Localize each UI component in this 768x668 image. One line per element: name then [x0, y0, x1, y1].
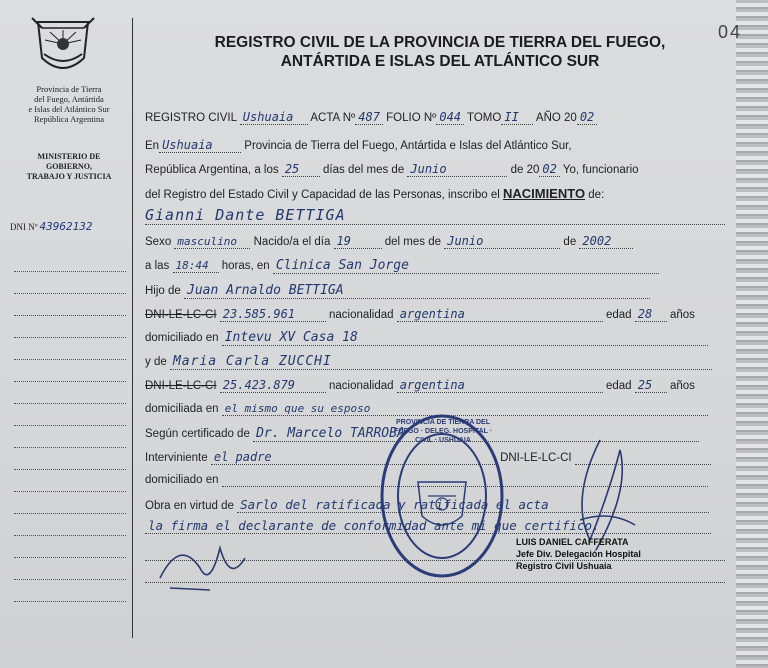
acta-value: 487 — [355, 110, 383, 125]
registro-estado-text: del Registro del Estado Civil y Capacidad de las Personas, inscribo el — [145, 189, 500, 201]
interviniente-label: Interviniente — [145, 452, 208, 464]
folio-label: FOLIO Nº — [386, 112, 437, 124]
row-registro — [145, 110, 597, 125]
ministry-line: MINISTERIO DE — [37, 152, 101, 161]
left-dni-label: DNI Nº — [10, 222, 38, 232]
signature-block — [516, 536, 641, 572]
madre-edad-label: edad — [605, 380, 632, 392]
mes-value: Junio — [407, 162, 507, 177]
sexo-value: masculino — [174, 235, 250, 249]
mes-label: del mes de — [384, 236, 442, 248]
row-madre — [145, 354, 712, 370]
madre-nac-label: nacionalidad — [328, 380, 394, 392]
dias-value: 25 — [282, 162, 320, 177]
domiciliado2-label: domiciliado en — [145, 474, 219, 486]
de-text: de: — [588, 189, 605, 201]
province-caption — [10, 84, 128, 124]
ministry-caption — [10, 152, 128, 182]
horas-en-label: horas, en — [221, 260, 270, 272]
interviniente-value: el padre — [211, 450, 497, 465]
a-las-label: a las — [145, 260, 170, 272]
tomo-value: II — [501, 110, 533, 125]
declarant-signature — [150, 528, 250, 598]
padre-dni-label: DNI-LE-LC-CI — [145, 309, 217, 321]
certificado-label: Según certificado de — [145, 428, 250, 440]
interviniente-dni-label: DNI-LE-LC-CI — [500, 452, 572, 464]
nombre-line — [145, 224, 725, 225]
hijo-label: Hijo de — [145, 285, 181, 297]
padre-value: Juan Arnaldo BETTIGA — [184, 283, 650, 299]
madre-nac: argentina — [397, 378, 603, 393]
left-dotted-rows — [14, 250, 126, 602]
madre-edad: 25 — [635, 378, 667, 393]
y-de-label: y de — [145, 356, 167, 368]
madre-dni: 25.423.879 — [220, 378, 326, 393]
madre-dom-label: domiciliada en — [145, 403, 219, 415]
torn-edge — [736, 0, 768, 668]
de-label: de — [563, 236, 577, 248]
dias-text: días del mes de — [323, 164, 405, 176]
en-value: Ushuaia — [159, 138, 241, 153]
de20-text: de 20 — [510, 164, 540, 176]
republica-text: República Argentina, a los — [145, 164, 279, 176]
nacido-ano: 2002 — [579, 234, 633, 249]
header-line-2: ANTÁRTIDA E ISLAS DEL ATLÁNTICO SUR — [280, 53, 600, 70]
registro-value: Ushuaia — [240, 110, 308, 125]
nombre-value: Gianni Dante BETTIGA — [145, 206, 346, 224]
corner-number: 04 — [717, 22, 742, 42]
hora-value: 18:44 — [173, 259, 219, 273]
ministry-line: TRABAJO Y JUSTICIA — [26, 172, 112, 181]
padre-dom: Intevu XV Casa 18 — [222, 330, 708, 346]
province-line: Provincia de Tierra — [36, 84, 102, 94]
sexo-label: Sexo — [145, 236, 172, 248]
stamp-text: PROVINCIA DE TIERRA DEL FUEGO · DELEG. HOSPITAL · CIVIL · USHUAIA — [393, 419, 493, 444]
registro-label: REGISTRO CIVIL — [145, 112, 237, 124]
row-registro-estado — [145, 186, 604, 201]
margin-divider — [132, 18, 133, 638]
row-hijo — [145, 283, 650, 299]
obra-value: Sarlo del ratificada y ratificada el acta — [237, 497, 709, 513]
province-line: República Argentina — [34, 114, 104, 124]
tomo-label: TOMO — [467, 112, 502, 124]
left-dni — [10, 220, 93, 233]
madre-dom: el mismo que su esposo — [222, 402, 708, 416]
lugar-value: Clinica San Jorge — [273, 258, 659, 274]
nacimiento-heading: NACIMIENTO — [502, 186, 586, 201]
province-text: Provincia de Tierra del Fuego, Antártida e Islas del Atlántico Sur, — [244, 140, 572, 152]
row-hora — [145, 258, 659, 274]
padre-nac-label: nacionalidad — [328, 309, 394, 321]
row-nombre — [145, 206, 346, 224]
left-dni-value: 43962132 — [39, 220, 93, 233]
row-en — [145, 138, 572, 153]
padre-dni: 23.585.961 — [220, 307, 326, 322]
padre-edad: 28 — [635, 307, 667, 322]
padre-edad-label: edad — [605, 309, 632, 321]
province-line: del Fuego, Antártida — [34, 94, 104, 104]
year-value: 02 — [539, 162, 559, 177]
province-line: e Islas del Atlántico Sur — [28, 104, 110, 114]
provincial-crest-icon — [28, 14, 98, 80]
row-padre-dom — [145, 330, 708, 346]
official-role: Jefe Div. Delegación Hospital — [516, 549, 641, 559]
nacido-label: Nacido/a el día — [253, 236, 331, 248]
official-name: LUIS DANIEL CAFFERATA — [516, 537, 629, 547]
padre-nac: argentina — [397, 307, 603, 322]
row-republica — [145, 162, 639, 177]
ministry-line: GOBIERNO, — [45, 162, 92, 171]
acta-label: ACTA Nº — [310, 112, 356, 124]
funcionario-text: Yo, funcionario — [562, 164, 639, 176]
firma-value: la firma el declarante de conformidad ante mi que certifico. — [145, 518, 711, 534]
folio-value: 044 — [436, 110, 464, 125]
padre-dom-label: domiciliado en — [145, 332, 219, 344]
ano-value: 02 — [577, 110, 597, 125]
en-label: En — [145, 140, 160, 152]
header-line-1: REGISTRO CIVIL DE LA PROVINCIA DE TIERRA DEL FUEGO, — [214, 34, 666, 51]
nacido-mes: Junio — [444, 234, 560, 249]
official-office: Registro Civil Ushuaia — [516, 561, 612, 571]
madre-dni-label: DNI-LE-LC-CI — [145, 380, 217, 392]
certificado-value: Dr. Marcelo TARROBA — [253, 426, 699, 442]
row-padre-dni — [145, 307, 695, 322]
madre-anos-label: años — [669, 380, 695, 392]
row-madre-dni — [145, 378, 695, 393]
padre-anos-label: años — [669, 309, 695, 321]
ano-label: AÑO 20 — [535, 112, 577, 124]
madre-value: Maria Carla ZUCCHI — [170, 354, 712, 370]
obra-label: Obra en virtud de — [145, 500, 234, 512]
row-sexo — [145, 234, 633, 249]
nacido-dia: 19 — [334, 234, 382, 249]
